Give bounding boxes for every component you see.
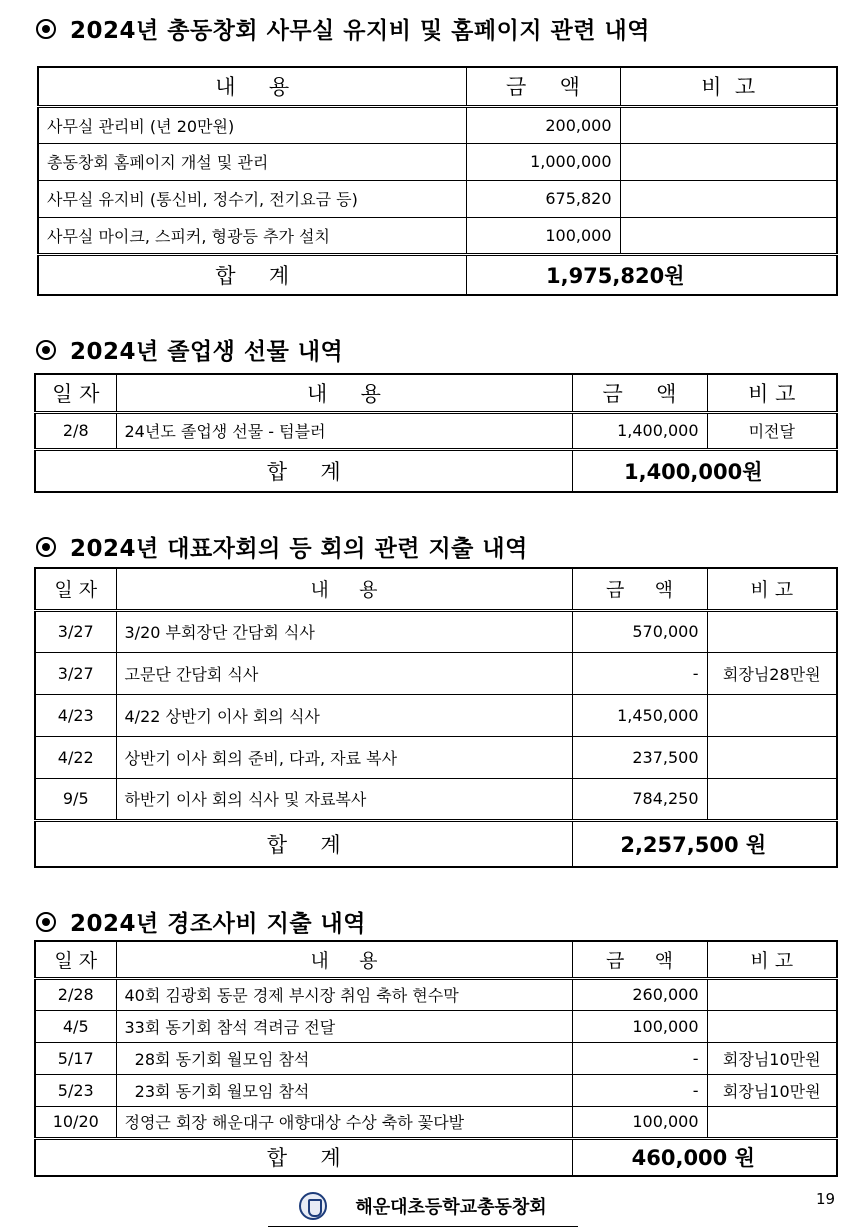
page-number: 19 bbox=[816, 1190, 836, 1208]
row-date: 9/5 bbox=[35, 778, 116, 820]
row-content: 사무실 마이크, 스피커, 형광등 추가 설치 bbox=[38, 217, 466, 254]
total-label: 합 계 bbox=[35, 449, 572, 492]
row-content: 28회 동기회 월모임 참석 bbox=[116, 1042, 572, 1074]
total-label: 합 계 bbox=[35, 820, 572, 867]
header-date: 일 자 bbox=[35, 941, 116, 978]
row-amount: - bbox=[572, 1074, 707, 1106]
row-amount: 1,000,000 bbox=[466, 143, 620, 180]
total-row bbox=[35, 1138, 837, 1176]
section-2-title: 2024년 졸업생 선물 내역 bbox=[70, 339, 344, 365]
row-content: 33회 동기회 참석 격려금 전달 bbox=[116, 1010, 572, 1042]
table-row bbox=[35, 978, 837, 1010]
table-row bbox=[38, 217, 837, 254]
footer-org-name: 해운대초등학교총동창회 bbox=[355, 1197, 547, 1218]
row-content: 고문단 간담회 식사 bbox=[116, 652, 572, 694]
table-row bbox=[35, 652, 837, 694]
total-amount: 460,000 원 bbox=[572, 1138, 837, 1176]
row-content: 40회 김광회 동문 경제 부시장 취임 축하 현수막 bbox=[116, 978, 572, 1010]
table-row bbox=[38, 143, 837, 180]
row-note bbox=[707, 1010, 837, 1042]
total-label: 합 계 bbox=[35, 1138, 572, 1176]
section-1-title: 2024년 총동창회 사무실 유지비 및 홈페이지 관련 내역 bbox=[70, 18, 650, 44]
row-date: 3/27 bbox=[35, 652, 116, 694]
row-content: 사무실 관리비 (년 20만원) bbox=[38, 106, 466, 143]
row-note bbox=[620, 106, 837, 143]
row-content: 24년도 졸업생 선물 - 텀블러 bbox=[116, 412, 572, 449]
graduate-gift-table bbox=[34, 373, 838, 493]
row-amount: 1,450,000 bbox=[572, 694, 707, 736]
row-note: 회장님10만원 bbox=[707, 1042, 837, 1074]
row-amount: 100,000 bbox=[572, 1106, 707, 1138]
row-date: 10/20 bbox=[35, 1106, 116, 1138]
row-note: 회장님28만원 bbox=[707, 652, 837, 694]
congratulation-expense-table bbox=[34, 940, 838, 1177]
header-note: 비 고 bbox=[707, 374, 837, 412]
header-content: 내 용 bbox=[38, 67, 466, 106]
total-row bbox=[38, 254, 837, 295]
total-row bbox=[35, 820, 837, 867]
row-date: 5/23 bbox=[35, 1074, 116, 1106]
row-content: 4/22 상반기 이사 회의 식사 bbox=[116, 694, 572, 736]
row-content: 상반기 이사 회의 준비, 다과, 자료 복사 bbox=[116, 736, 572, 778]
row-note: 미전달 bbox=[707, 412, 837, 449]
row-date: 2/28 bbox=[35, 978, 116, 1010]
row-content: 하반기 이사 회의 식사 및 자료복사 bbox=[116, 778, 572, 820]
row-amount: 1,400,000 bbox=[572, 412, 707, 449]
row-note bbox=[707, 694, 837, 736]
row-amount: - bbox=[572, 652, 707, 694]
row-amount: 100,000 bbox=[466, 217, 620, 254]
header-note: 비 고 bbox=[707, 568, 837, 610]
circle-bullet-icon bbox=[36, 912, 56, 932]
row-amount: 237,500 bbox=[572, 736, 707, 778]
table-row bbox=[38, 180, 837, 217]
row-note bbox=[707, 736, 837, 778]
total-label: 합 계 bbox=[38, 254, 466, 295]
footer bbox=[268, 1186, 578, 1227]
office-expense-table bbox=[37, 66, 838, 296]
table-row bbox=[35, 694, 837, 736]
header-amount: 금 액 bbox=[572, 568, 707, 610]
header-note: 비 고 bbox=[620, 67, 837, 106]
row-note bbox=[620, 180, 837, 217]
row-amount: 570,000 bbox=[572, 610, 707, 652]
row-note bbox=[620, 143, 837, 180]
row-date: 2/8 bbox=[35, 412, 116, 449]
row-content: 3/20 부회장단 간담회 식사 bbox=[116, 610, 572, 652]
row-amount: 260,000 bbox=[572, 978, 707, 1010]
row-content: 23회 동기회 월모임 참석 bbox=[116, 1074, 572, 1106]
total-amount: 1,975,820원 bbox=[466, 254, 837, 295]
circle-bullet-icon bbox=[36, 340, 56, 360]
table-row bbox=[35, 778, 837, 820]
total-amount: 2,257,500 원 bbox=[572, 820, 837, 867]
row-content: 사무실 유지비 (통신비, 정수기, 전기요금 등) bbox=[38, 180, 466, 217]
table-row bbox=[35, 1010, 837, 1042]
row-content: 총동창회 홈페이지 개설 및 관리 bbox=[38, 143, 466, 180]
row-content: 정영근 회장 해운대구 애향대상 수상 축하 꽃다발 bbox=[116, 1106, 572, 1138]
table-row bbox=[35, 412, 837, 449]
row-date: 3/27 bbox=[35, 610, 116, 652]
row-amount: 200,000 bbox=[466, 106, 620, 143]
row-note bbox=[707, 610, 837, 652]
row-note bbox=[707, 1106, 837, 1138]
row-amount: - bbox=[572, 1042, 707, 1074]
table-row bbox=[35, 1042, 837, 1074]
school-emblem-icon bbox=[299, 1192, 327, 1220]
section-4-heading bbox=[36, 905, 366, 938]
row-amount: 784,250 bbox=[572, 778, 707, 820]
total-amount: 1,400,000원 bbox=[572, 449, 837, 492]
section-3-title: 2024년 대표자회의 등 회의 관련 지출 내역 bbox=[70, 536, 528, 562]
total-row bbox=[35, 449, 837, 492]
header-content: 내 용 bbox=[116, 941, 572, 978]
header-amount: 금 액 bbox=[572, 374, 707, 412]
row-date: 4/22 bbox=[35, 736, 116, 778]
section-3-heading bbox=[36, 530, 528, 563]
row-note bbox=[707, 778, 837, 820]
row-note bbox=[707, 978, 837, 1010]
row-amount: 675,820 bbox=[466, 180, 620, 217]
table-row bbox=[35, 1074, 837, 1106]
header-note: 비 고 bbox=[707, 941, 837, 978]
table-row bbox=[38, 106, 837, 143]
circle-bullet-icon bbox=[36, 19, 56, 39]
row-date: 5/17 bbox=[35, 1042, 116, 1074]
circle-bullet-icon bbox=[36, 537, 56, 557]
header-date: 일 자 bbox=[35, 568, 116, 610]
header-content: 내 용 bbox=[116, 568, 572, 610]
header-date: 일 자 bbox=[35, 374, 116, 412]
table-row bbox=[35, 610, 837, 652]
row-amount: 100,000 bbox=[572, 1010, 707, 1042]
header-content: 내 용 bbox=[116, 374, 572, 412]
section-4-title: 2024년 경조사비 지출 내역 bbox=[70, 911, 366, 937]
row-note: 회장님10만원 bbox=[707, 1074, 837, 1106]
row-note bbox=[620, 217, 837, 254]
section-2-heading bbox=[36, 333, 343, 366]
table-row bbox=[35, 736, 837, 778]
header-amount: 금 액 bbox=[466, 67, 620, 106]
header-amount: 금 액 bbox=[572, 941, 707, 978]
meeting-expense-table bbox=[34, 567, 838, 868]
table-row bbox=[35, 1106, 837, 1138]
row-date: 4/5 bbox=[35, 1010, 116, 1042]
section-1-heading bbox=[36, 12, 650, 45]
row-date: 4/23 bbox=[35, 694, 116, 736]
